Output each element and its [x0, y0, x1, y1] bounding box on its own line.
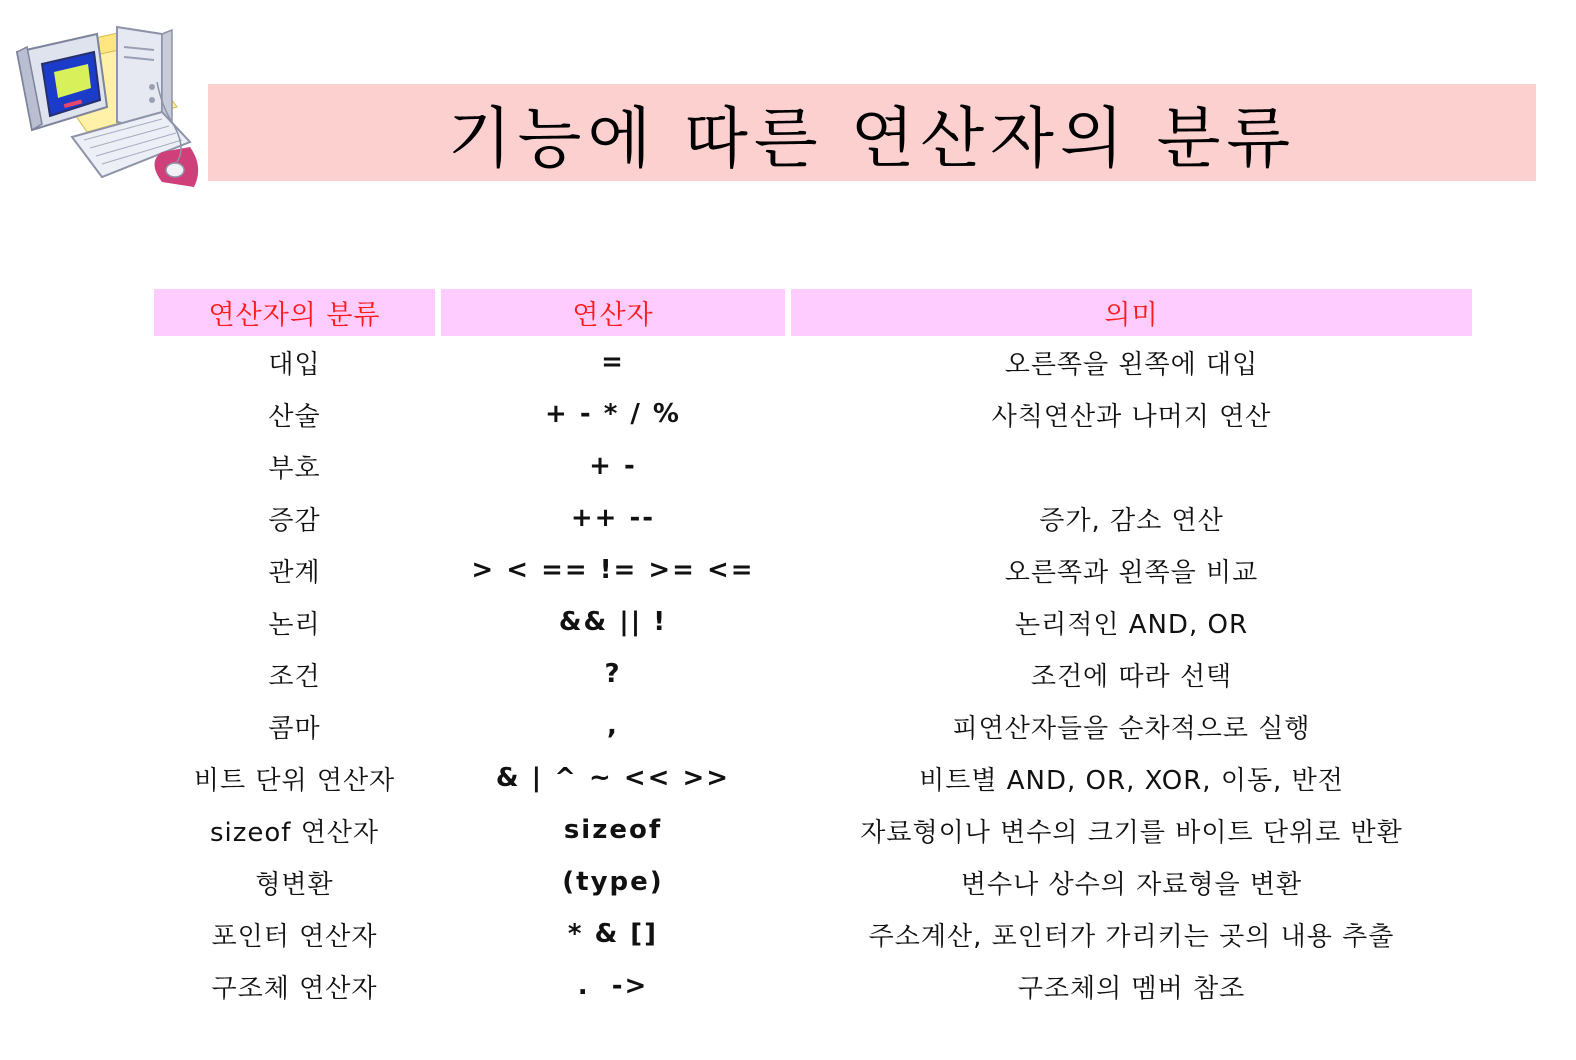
table-row: [154, 544, 1472, 596]
row-operator: > < == != >= <=: [471, 555, 755, 585]
row-meaning: 증가, 감소 연산: [1039, 505, 1224, 536]
table-row: [154, 336, 1472, 388]
row-category: 산술: [268, 401, 321, 432]
table-row: [154, 700, 1472, 752]
row-operator: sizeof: [563, 815, 663, 845]
table-row: [154, 908, 1472, 960]
operator-table: [154, 289, 1472, 1012]
row-category: 조건: [268, 661, 321, 692]
table-header: [154, 289, 1472, 336]
row-category: 포인터 연산자: [211, 921, 378, 952]
row-meaning: 구조체의 멤버 참조: [1017, 973, 1246, 1004]
table-row: [154, 960, 1472, 1012]
table-row: [154, 648, 1472, 700]
row-meaning: 비트별 AND, OR, XOR, 이동, 반전: [919, 765, 1344, 796]
row-operator: && || !: [558, 607, 668, 637]
table-row: [154, 388, 1472, 440]
row-meaning: 오른쪽과 왼쪽을 비교: [1004, 557, 1259, 588]
row-operator: =: [601, 347, 625, 377]
row-category: 구조체 연산자: [211, 973, 378, 1004]
row-category: 비트 단위 연산자: [193, 765, 396, 796]
row-category: 관계: [268, 557, 321, 588]
row-category: sizeof 연산자: [209, 817, 380, 848]
row-meaning: 변수나 상수의 자료형을 변환: [960, 869, 1303, 900]
row-category: 대입: [268, 349, 321, 380]
row-operator: . ->: [577, 971, 649, 1001]
row-operator: + -: [589, 451, 637, 481]
row-category: 논리: [268, 609, 321, 640]
row-operator: & | ^ ~ << >>: [495, 763, 731, 793]
table-row: [154, 752, 1472, 804]
row-category: 부호: [268, 453, 321, 484]
row-operator: + - * / %: [545, 399, 681, 429]
row-operator: ?: [604, 659, 622, 689]
row-meaning: 피연산자들을 순차적으로 실행: [952, 713, 1311, 744]
row-meaning: 논리적인 AND, OR: [1014, 609, 1249, 640]
row-meaning: 사칙연산과 나머지 연산: [991, 401, 1272, 432]
table-row: [154, 804, 1472, 856]
table-row: [154, 856, 1472, 908]
header-category: 연산자의 분류: [154, 289, 435, 336]
table-row: [154, 440, 1472, 492]
row-meaning: [791, 440, 1472, 492]
row-meaning: 주소계산, 포인터가 가리키는 곳의 내용 추출: [868, 921, 1395, 952]
row-meaning: 자료형이나 변수의 크기를 바이트 단위로 반환: [860, 817, 1403, 848]
page-title: 기능에 따른 연산자의 분류: [447, 100, 1297, 177]
header-meaning: 의미: [791, 289, 1472, 336]
row-operator: (type): [562, 867, 664, 897]
row-category: 형변환: [255, 869, 334, 900]
row-operator: ++ --: [570, 503, 656, 533]
row-category: 콤마: [268, 713, 321, 744]
title-bar: [208, 84, 1536, 181]
computer-clipart-icon: [12, 12, 202, 192]
row-meaning: 조건에 따라 선택: [1030, 661, 1233, 692]
row-operator: ,: [607, 711, 619, 741]
row-operator: * & []: [567, 919, 659, 949]
row-meaning: 오른쪽을 왼쪽에 대입: [1004, 349, 1259, 380]
table-row: [154, 492, 1472, 544]
table-row: [154, 596, 1472, 648]
row-category: 증감: [268, 505, 321, 536]
header-operator: 연산자: [441, 289, 785, 336]
